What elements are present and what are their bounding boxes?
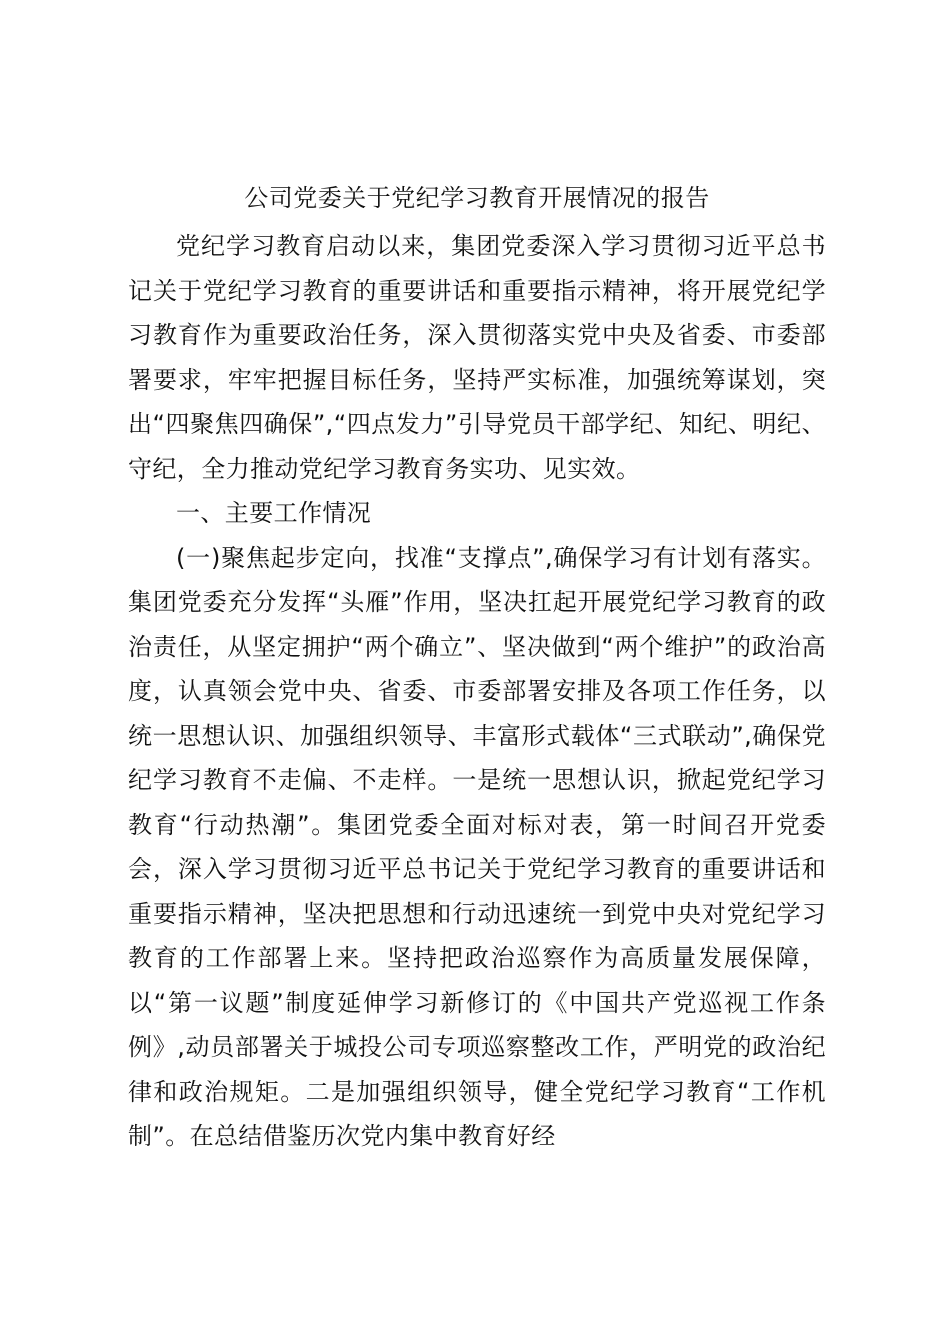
intro-paragraph: 党纪学习教育启动以来，集团党委深入学习贯彻习近平总书记关于党纪学习教育的重要讲话和重要指示精神，将开展党纪学习教育作为重要政治任务，深入贯彻落实党中央及省委、市委部署要求，牢牢把握目标任务，坚持严实标准，加强统筹谋划，突出“四聚焦四确保”,“四点发力”引导党员干部学纪、知纪、明纪、守纪，全力推动党纪学习教育务实功、见实效。 xyxy=(128,232,826,483)
section-heading: 一、主要工作情况 xyxy=(176,499,372,527)
document-title: 公司党委关于党纪学习教育开展情况的报告 xyxy=(244,184,710,212)
document-page xyxy=(128,176,826,1159)
section-paragraph: (一)聚焦起步定向，找准“支撑点”,确保学习有计划有落实。集团党委充分发挥“头雁”作用，坚决扛起开展党纪学习教育的政治责任，从坚定拥护“两个确立”、坚决做到“两个维护”的政治高度，认真领会党中央、省委、市委部署安排及各项工作任务，以统一思想认识、加强组织领导、丰富形式载体“三式联动”,确保党纪学习教育不走偏、不走样。一是统一思想认识，掀起党纪学习教育“行动热潮”。集团党委全面对标对表，第一时间召开党委会，深入学习贯彻习近平总书记关于党纪学习教育的重要讲话和重要指示精神，坚决把思想和行动迅速统一到党中央对党纪学习教育的工作部署上来。坚持把政治巡察作为高质量发展保障，以“第一议题”制度延伸学习新修订的《中国共产党巡视工作条例》,动员部署关于城投公司专项巡察整改工作，严明党的政治纪律和政治规矩。二是加强组织领导，健全党纪学习教育“工作机制”。在总结借鉴历次党内集中教育好经 xyxy=(128,543,826,1150)
